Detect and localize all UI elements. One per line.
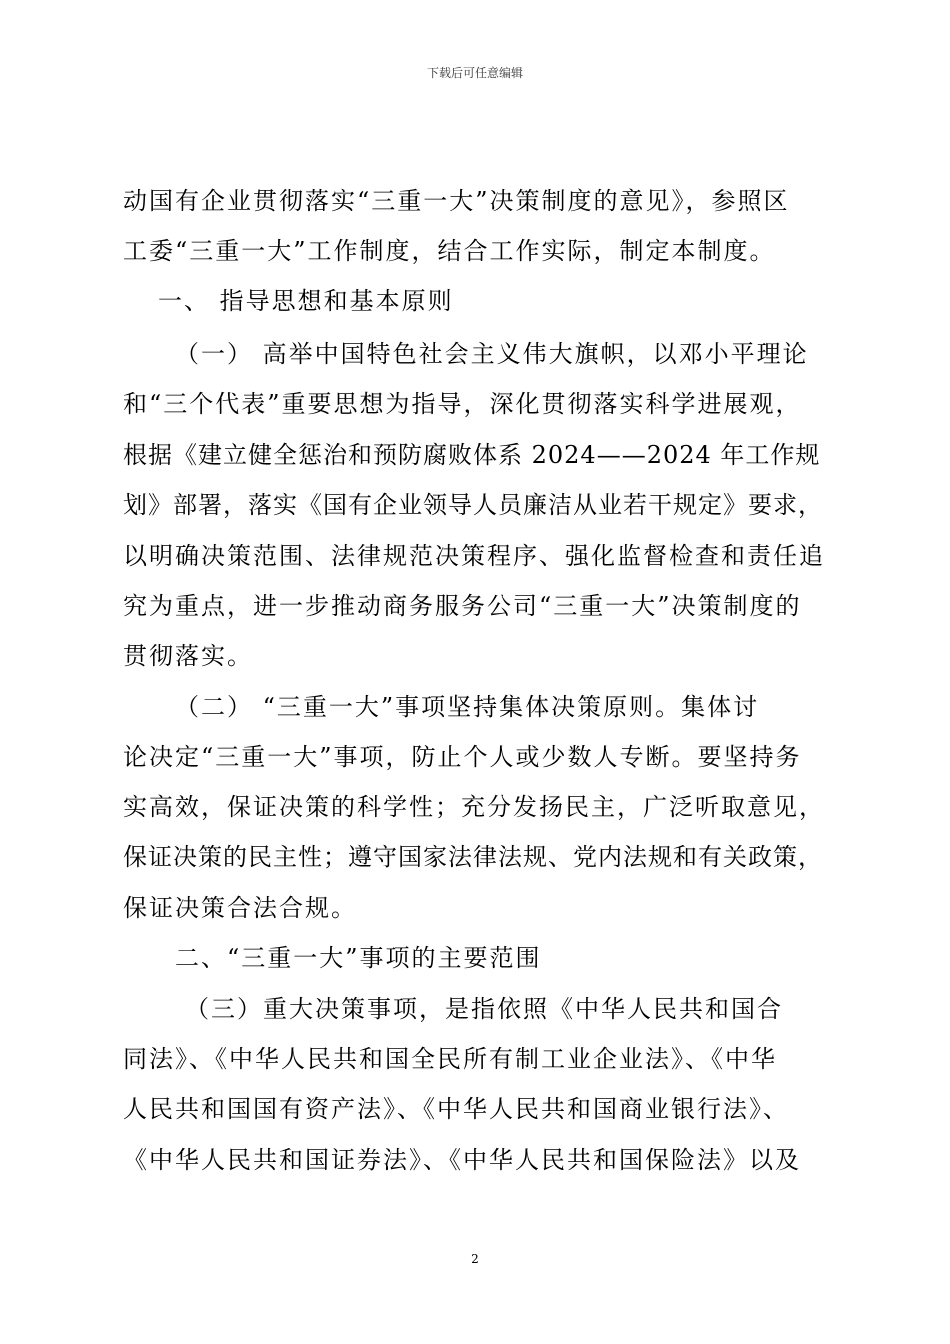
section-heading-1: 一、 指导思想和基本原则 (158, 287, 454, 315)
body-line-6: 根据《建立健全惩治和预防腐败体系 2024——2024 年工作规 (123, 441, 821, 469)
body-line-13: 实高效，保证决策的科学性；充分发扬民主，广泛听取意见， (123, 793, 825, 821)
body-line-7: 划》部署，落实《国有企业领导人员廉洁从业若干规定》要求， (123, 491, 823, 519)
section-heading-2: 二、“三重一大”事项的主要范围 (175, 944, 542, 972)
body-line-9: 究为重点，进一步推动商务服务公司“三重一大”决策制度的 (123, 592, 802, 620)
page-number: 2 (471, 1252, 479, 1266)
body-line-8: 以明确决策范围、法律规范决策程序、强化监督检查和责任追 (123, 542, 825, 570)
page-header: 下载后可任意编辑 (426, 66, 523, 80)
body-line-17: （三）重大决策事项，是指依照《中华人民共和国合 (185, 995, 783, 1023)
body-line-11: （二） “三重一大”事项坚持集体决策原则。集体讨 (175, 693, 760, 721)
body-line-12: 论决定“三重一大”事项，防止个人或少数人专断。要坚持务 (123, 743, 802, 771)
body-line-18: 同法》、《中华人民共和国全民所有制工业企业法》、《中华 (123, 1045, 777, 1073)
body-line-15: 保证决策合法合规。 (123, 894, 357, 922)
body-line-19: 人民共和国国有资产法》、《中华人民共和国商业银行法》、 (123, 1095, 789, 1123)
body-line-1: 动国有企业贯彻落实“三重一大”决策制度的意见》，参照区 (123, 187, 790, 215)
body-line-4: （一） 高举中国特色社会主义伟大旗帜，以邓小平理论 (175, 340, 809, 368)
body-line-2: 工委“三重一大”工作制度，结合工作实际，制定本制度。 (123, 237, 776, 265)
body-line-14: 保证决策的民主性；遵守国家法律法规、党内法规和有关政策， (123, 843, 823, 871)
body-line-20: 《中华人民共和国证券法》、《中华人民共和国保险法》以及 (123, 1146, 801, 1174)
body-line-10: 贯彻落实。 (123, 642, 253, 670)
body-line-5: 和“三个代表”重要思想为指导，深化贯彻落实科学进展观， (123, 390, 802, 418)
